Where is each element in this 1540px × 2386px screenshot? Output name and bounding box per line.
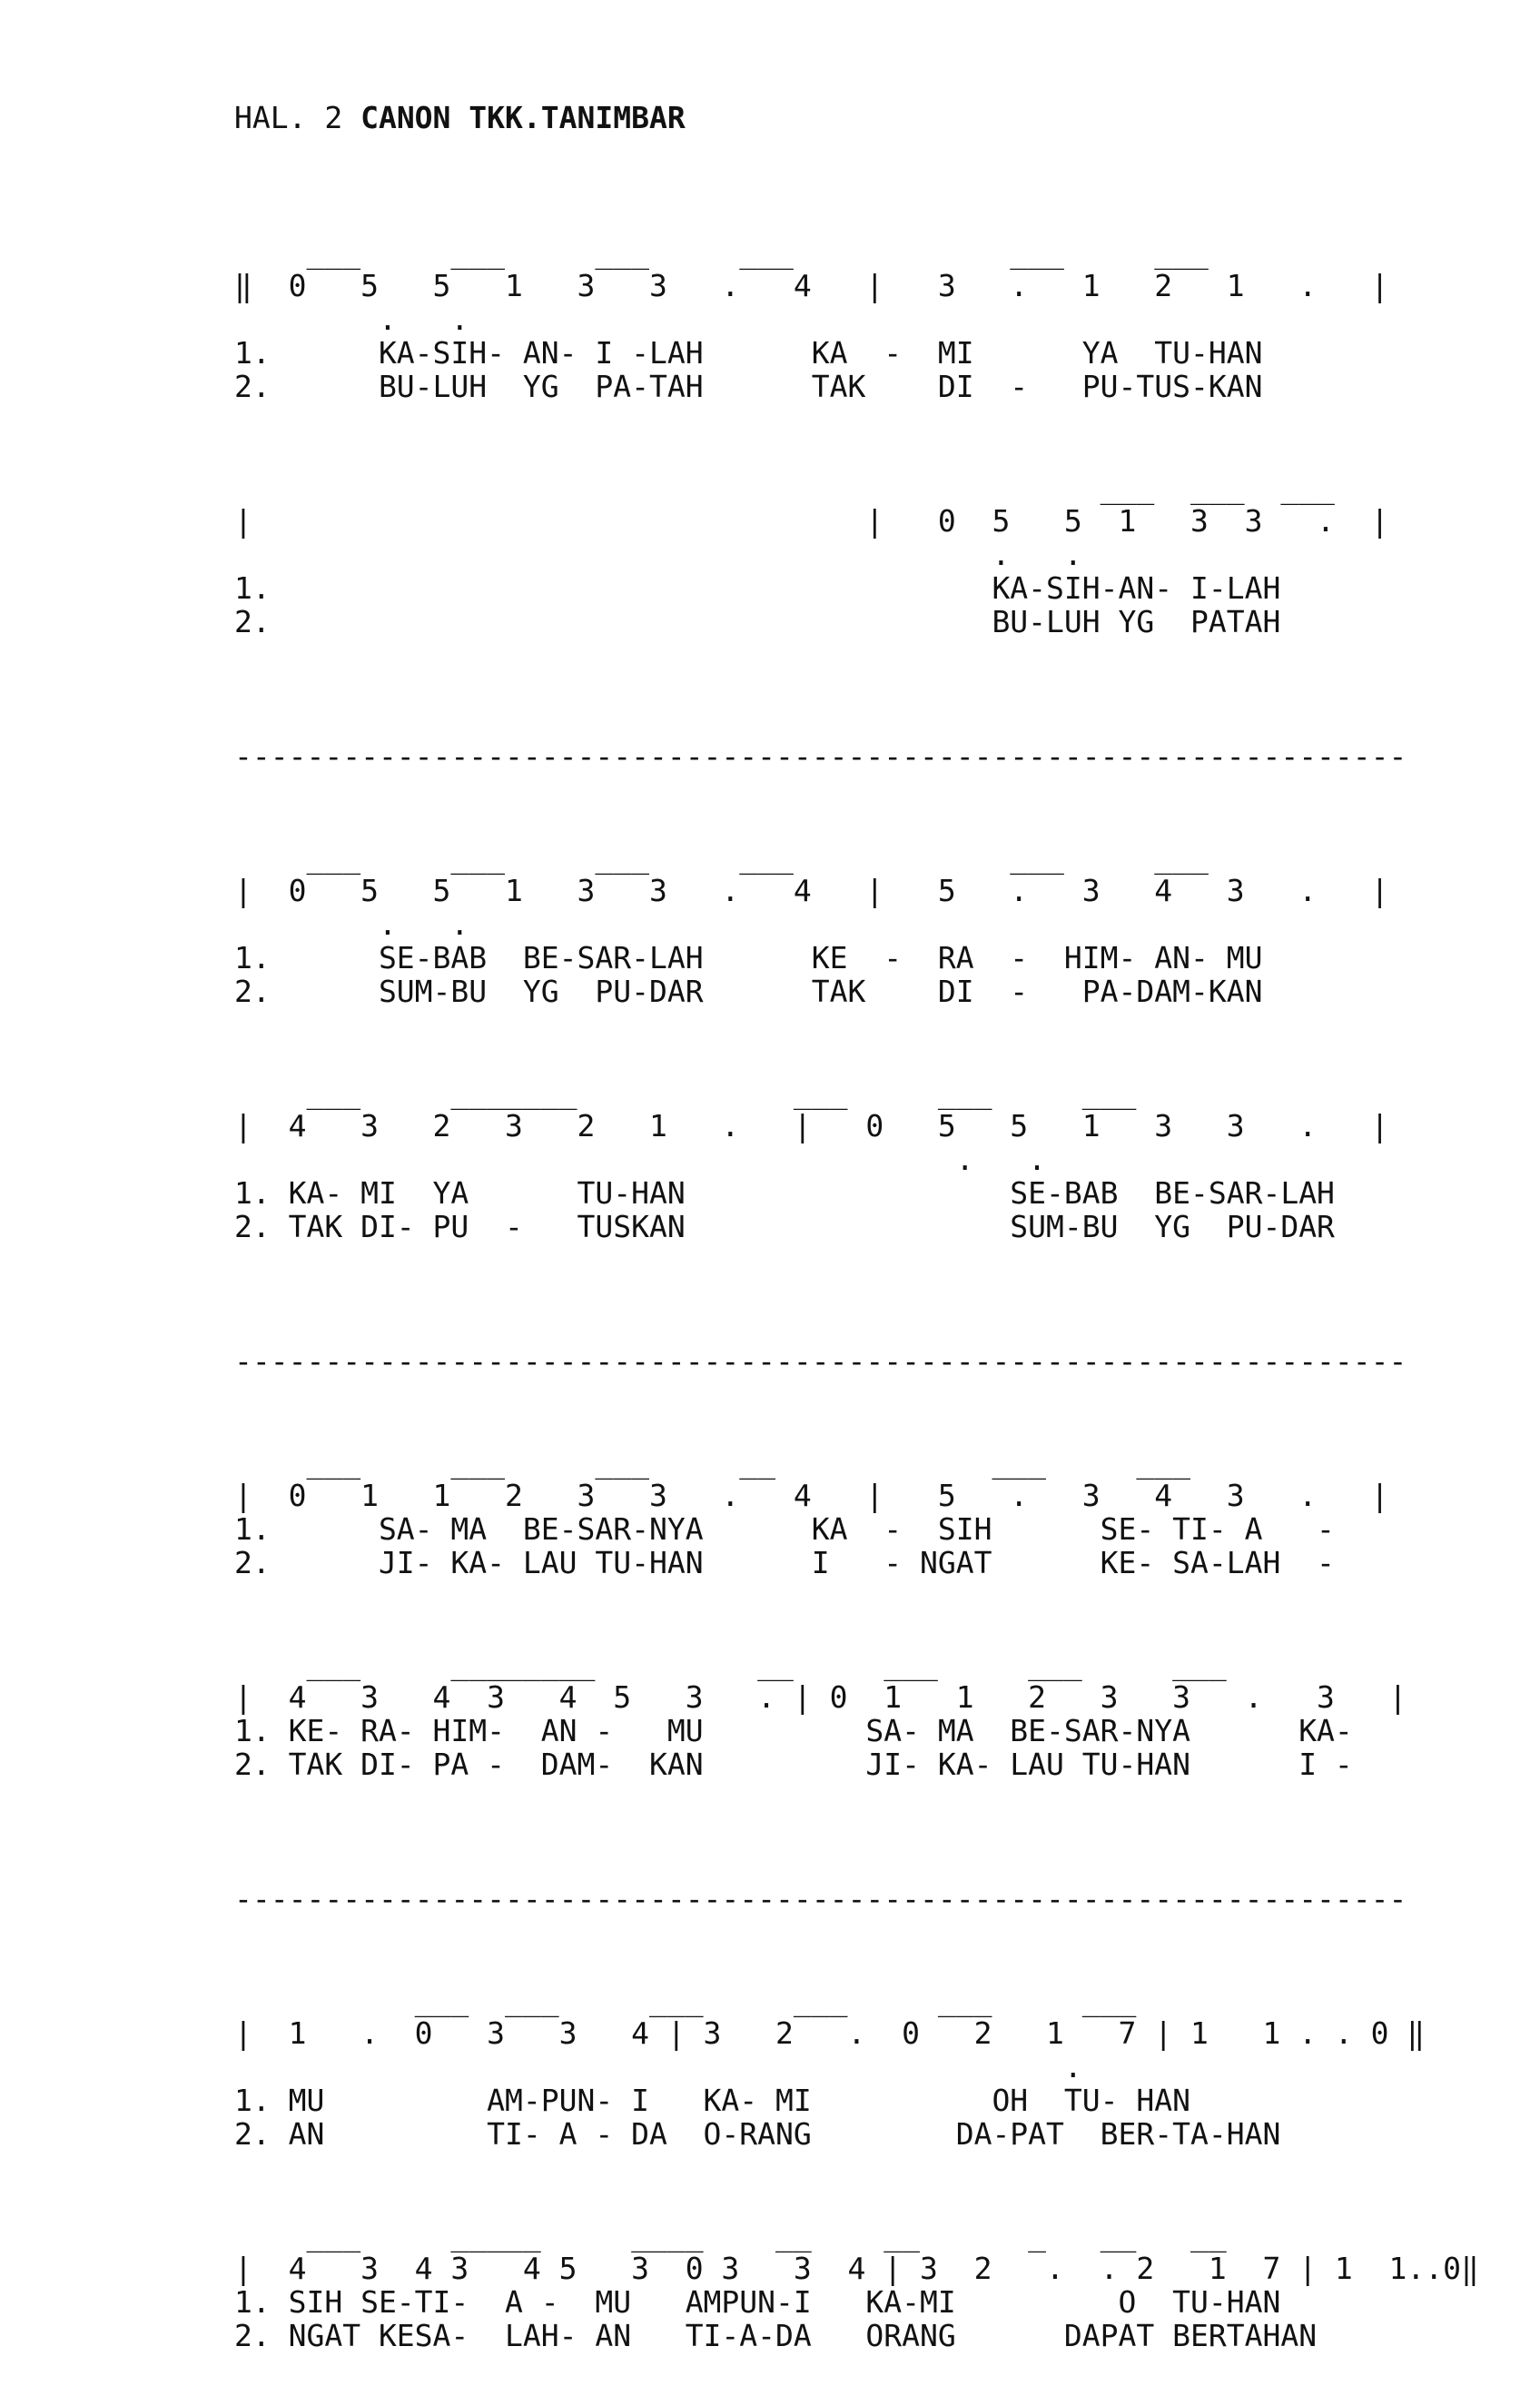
notation-line: ___ ___ ___ __ ___ ___	[234, 1444, 1190, 1480]
notation-line: 2. AN TI- A - DA O-RANG DA-PAT BER-TA-HAN	[234, 2116, 1281, 2152]
notation-line: ___ ___ ___	[234, 470, 1335, 505]
notation-body	[234, 168, 1479, 2352]
notation-line: 1. KE- RA- HIM- AN - MU SA- MA BE-SAR-NYA KA-	[234, 1713, 1353, 1748]
notation-line: . .	[234, 1142, 1047, 1177]
notation-line: . .	[234, 537, 1082, 572]
notation-line: | 1 . 0 3 3 4 | 3 2 . 0 2 1 7 | 1 1 . . 0 ‖	[234, 2015, 1426, 2051]
notation-line: .	[234, 2049, 1082, 2084]
notation-line: 1. KA- MI YA TU-HAN SE-BAB BE-SAR-LAH	[234, 1175, 1335, 1211]
notation-line: ___ ___ ___ ___ ___ ___	[234, 1982, 1137, 2017]
notation-line: | 4 3 4 3 4 5 3 0 3 3 4 | 3 2 . . 2 1 7 | 1 1..0‖	[234, 2251, 1479, 2286]
notation-line: 2. TAK DI- PU - TUSKAN SUM-BU YG PU-DAR	[234, 1209, 1335, 1244]
notation-line	[234, 2151, 1479, 2184]
notation-line: 1. KA-SIH- AN- I -LAH KA - MI YA TU-HAN	[234, 335, 1263, 371]
score-sheet	[234, 67, 1479, 2386]
notation-line: 2. BU-LUH YG PA-TAH TAK DI - PU-TUS-KAN	[234, 369, 1263, 404]
notation-line	[234, 1378, 1479, 1411]
notation-line: 1. SIH SE-TI- A - MU AMPUN-I KA-MI O TU-HAN	[234, 2284, 1281, 2320]
notation-line: -----------------------------------------------------------------	[234, 1881, 1407, 1916]
notation-line: 1. KA-SIH-AN- I-LAH	[234, 570, 1281, 606]
notation-line: 2. SUM-BU YG PU-DAR TAK DI - PA-DAM-KAN	[234, 974, 1263, 1009]
notation-line: ___ _______ ___ ___ ___	[234, 1074, 1137, 1110]
notation-line: ___ _____ ____ __ __ _ __ __	[234, 2217, 1227, 2252]
notation-line	[234, 1815, 1479, 1848]
notation-line: -----------------------------------------------------------------	[234, 738, 1407, 774]
notation-line: ___ ___ ___ ___ ___ ___	[234, 839, 1209, 875]
notation-line: 2. BU-LUH YG PATAH	[234, 604, 1281, 639]
notation-line: ___ ________ __ ___ ___ ___	[234, 1646, 1227, 1681]
notation-line	[234, 437, 1479, 470]
notation-line: 1. MU AM-PUN- I KA- MI OH TU- HAN	[234, 2083, 1190, 2118]
notation-line	[234, 1277, 1479, 1311]
song-title: CANON TKK.TANIMBAR	[360, 100, 686, 135]
notation-line	[234, 807, 1479, 840]
notation-line	[234, 168, 1479, 202]
notation-line	[234, 1008, 1479, 1042]
notation-line: . .	[234, 302, 469, 337]
notation-line	[234, 403, 1479, 437]
notation-line: | 0 5 5 1 3 3 . 4 | 5 . 3 4 3 . |	[234, 873, 1389, 908]
notation-line	[234, 1848, 1479, 1882]
notation-line: | 4 3 4 3 4 5 3 . | 0 1 1 2 3 3 . 3 |	[234, 1679, 1407, 1715]
notation-line: . .	[234, 906, 469, 942]
notation-line	[234, 1613, 1479, 1647]
page-number: HAL. 2	[234, 100, 361, 135]
notation-line	[234, 202, 1479, 235]
notation-line: 2. JI- KA- LAU TU-HAN I - NGAT KE- SA-LAH -	[234, 1545, 1335, 1580]
notation-line: -----------------------------------------------------------------	[234, 1343, 1407, 1379]
notation-line: 1. SE-BAB BE-SAR-LAH KE - RA - HIM- AN- MU	[234, 940, 1263, 975]
notation-line: | 4 3 2 3 2 1 . | 0 5 5 1 3 3 . |	[234, 1108, 1389, 1143]
notation-line	[234, 639, 1479, 672]
page-header	[234, 101, 1479, 134]
notation-line: ___ ___ ___ ___ ___ ___	[234, 234, 1209, 270]
notation-line	[234, 1949, 1479, 1983]
notation-line	[234, 672, 1479, 706]
notation-line	[234, 706, 1479, 739]
notation-line	[234, 1411, 1479, 1445]
notation-line	[234, 1916, 1479, 1949]
notation-line	[234, 1243, 1479, 1277]
notation-line: | 0 1 1 2 3 3 . 4 | 5 . 3 4 3 . |	[234, 1478, 1389, 1513]
notation-line	[234, 2184, 1479, 2218]
notation-line: 2. NGAT KESA- LAH- AN TI-A-DA ORANG DAPAT BERTAHAN	[234, 2318, 1318, 2353]
notation-line	[234, 773, 1479, 807]
notation-line: 1. SA- MA BE-SAR-NYA KA - SIH SE- TI- A -	[234, 1511, 1335, 1547]
notation-line: ‖ 0 5 5 1 3 3 . 4 | 3 . 1 2 1 . |	[234, 268, 1389, 303]
notation-line: 2. TAK DI- PA - DAM- KAN JI- KA- LAU TU-HAN I -	[234, 1747, 1353, 1782]
notation-line	[234, 1781, 1479, 1815]
notation-line	[234, 1311, 1479, 1344]
notation-line: | | 0 5 5 1 3 3 . |	[234, 503, 1389, 539]
notation-line	[234, 1579, 1479, 1613]
notation-line	[234, 1042, 1479, 1075]
